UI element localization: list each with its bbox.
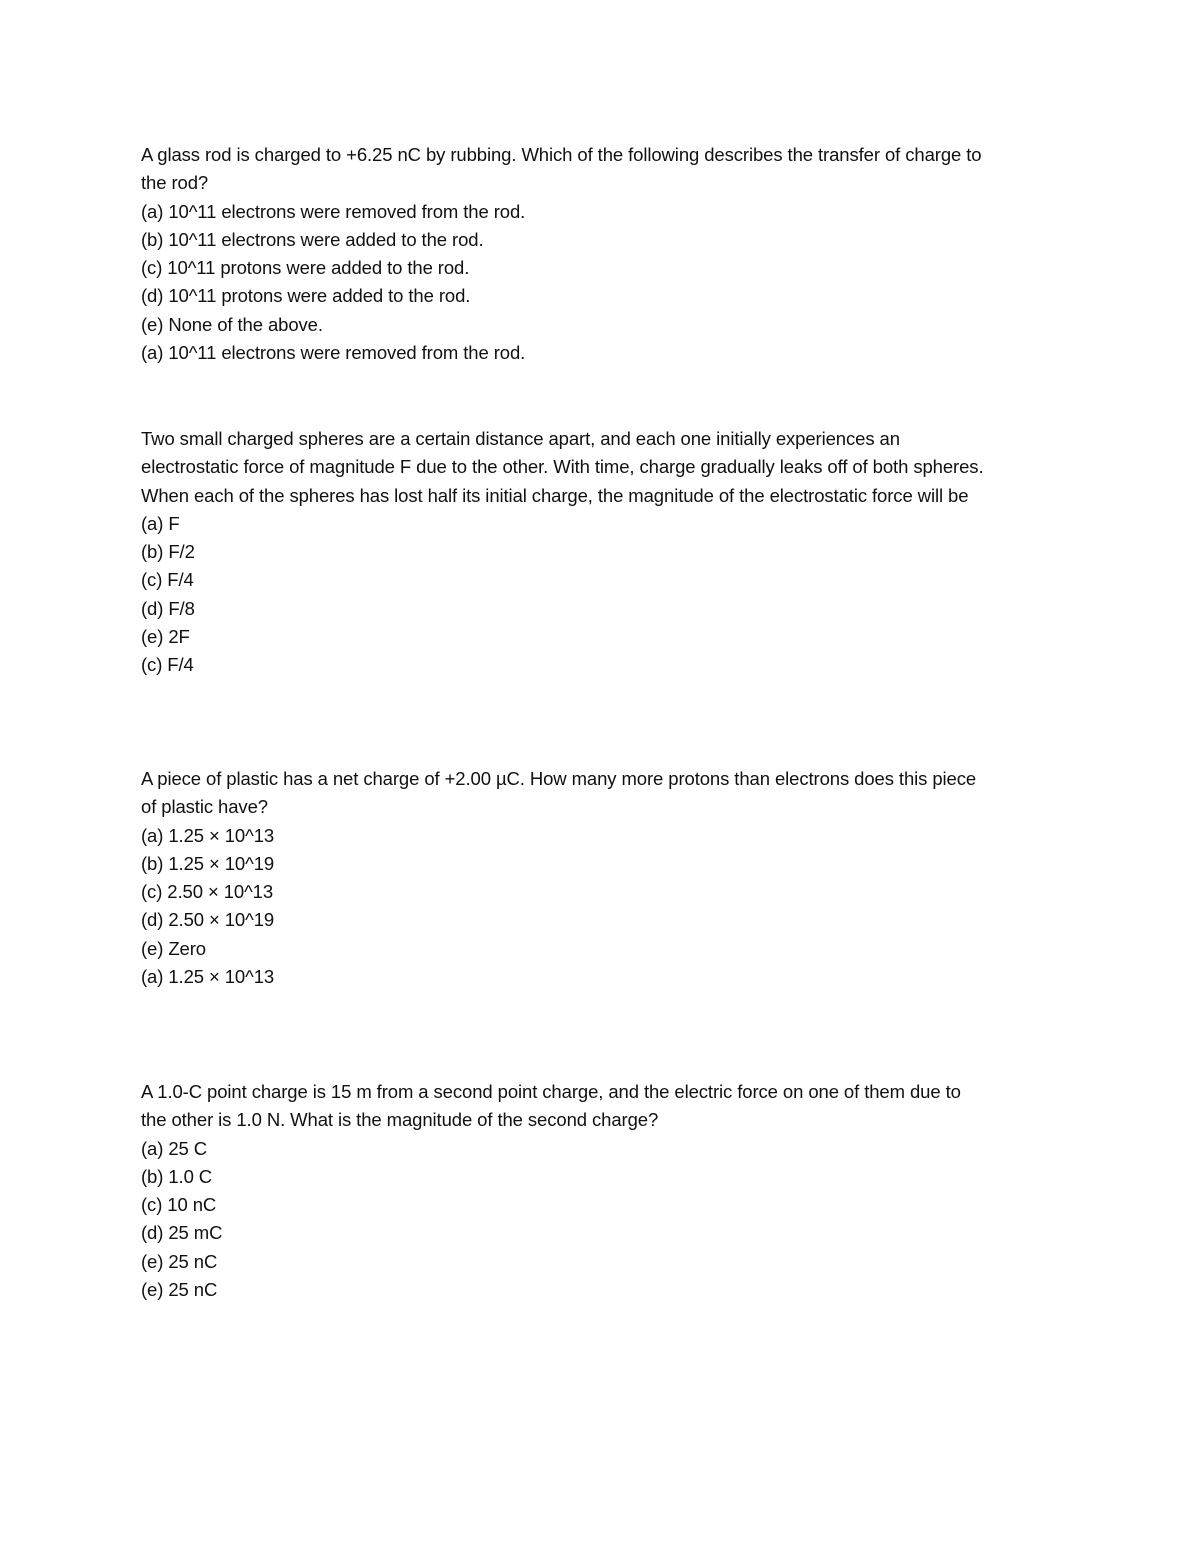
question-3 [141,765,1071,991]
answer-option: (d) 10^11 protons were added to the rod. [141,285,471,307]
answer-option: (c) F/4 [141,569,194,591]
question-stem-line: A glass rod is charged to +6.25 nC by rubbing. Which of the following describes the transfer of charge to [141,144,982,165]
answer-option: (a) 1.25 × 10^13 [141,824,275,846]
answer-option: (b) 1.0 C [141,1165,213,1187]
question-4 [141,1078,1071,1304]
question-stem-line: electrostatic force of magnitude F due to the other. With time, charge gradually leaks off of both spheres. [141,456,984,478]
answer-option: (e) Zero [141,937,206,959]
answer-option: (d) F/8 [141,597,195,619]
question-stem-line: A 1.0-C point charge is 15 m from a second point charge, and the electric force on one of them due to [141,1081,961,1102]
correct-answer: (e) 25 nC [141,1279,218,1301]
answer-option: (d) 2.50 × 10^19 [141,909,275,931]
answer-option: (c) 10 nC [141,1194,217,1216]
answer-option: (c) 10^11 protons were added to the rod. [141,257,470,279]
answer-option: (b) 1.25 × 10^19 [141,852,275,874]
answer-option: (b) F/2 [141,541,195,563]
question-stem-line: When each of the spheres has lost half its initial charge, the magnitude of the electrostatic force will be [141,484,969,506]
answer-option: (b) 10^11 electrons were added to the rod. [141,228,484,250]
question-stem-line: A piece of plastic has a net charge of +2.00 µC. How many more protons than electrons does this piece [141,768,977,789]
question-stem-line: of plastic have? [141,796,268,818]
answer-option: (a) 10^11 electrons were removed from the rod. [141,200,526,222]
correct-answer: (c) F/4 [141,654,194,676]
question-stem-line: the rod? [141,172,209,194]
question-stem-line: the other is 1.0 N. What is the magnitude of the second charge? [141,1109,659,1131]
question-1 [141,141,1071,367]
question-2 [141,425,1071,680]
answer-option: (d) 25 mC [141,1222,223,1244]
answer-option: (e) 2F [141,626,190,648]
correct-answer: (a) 10^11 electrons were removed from the rod. [141,342,526,364]
answer-option: (c) 2.50 × 10^13 [141,881,274,903]
question-stem-line: Two small charged spheres are a certain distance apart, and each one initially experiences an [141,428,900,449]
answer-option: (e) 25 nC [141,1250,218,1272]
correct-answer: (a) 1.25 × 10^13 [141,966,275,988]
answer-option: (a) F [141,512,180,534]
answer-option: (e) None of the above. [141,313,323,335]
answer-option: (a) 25 C [141,1137,208,1159]
